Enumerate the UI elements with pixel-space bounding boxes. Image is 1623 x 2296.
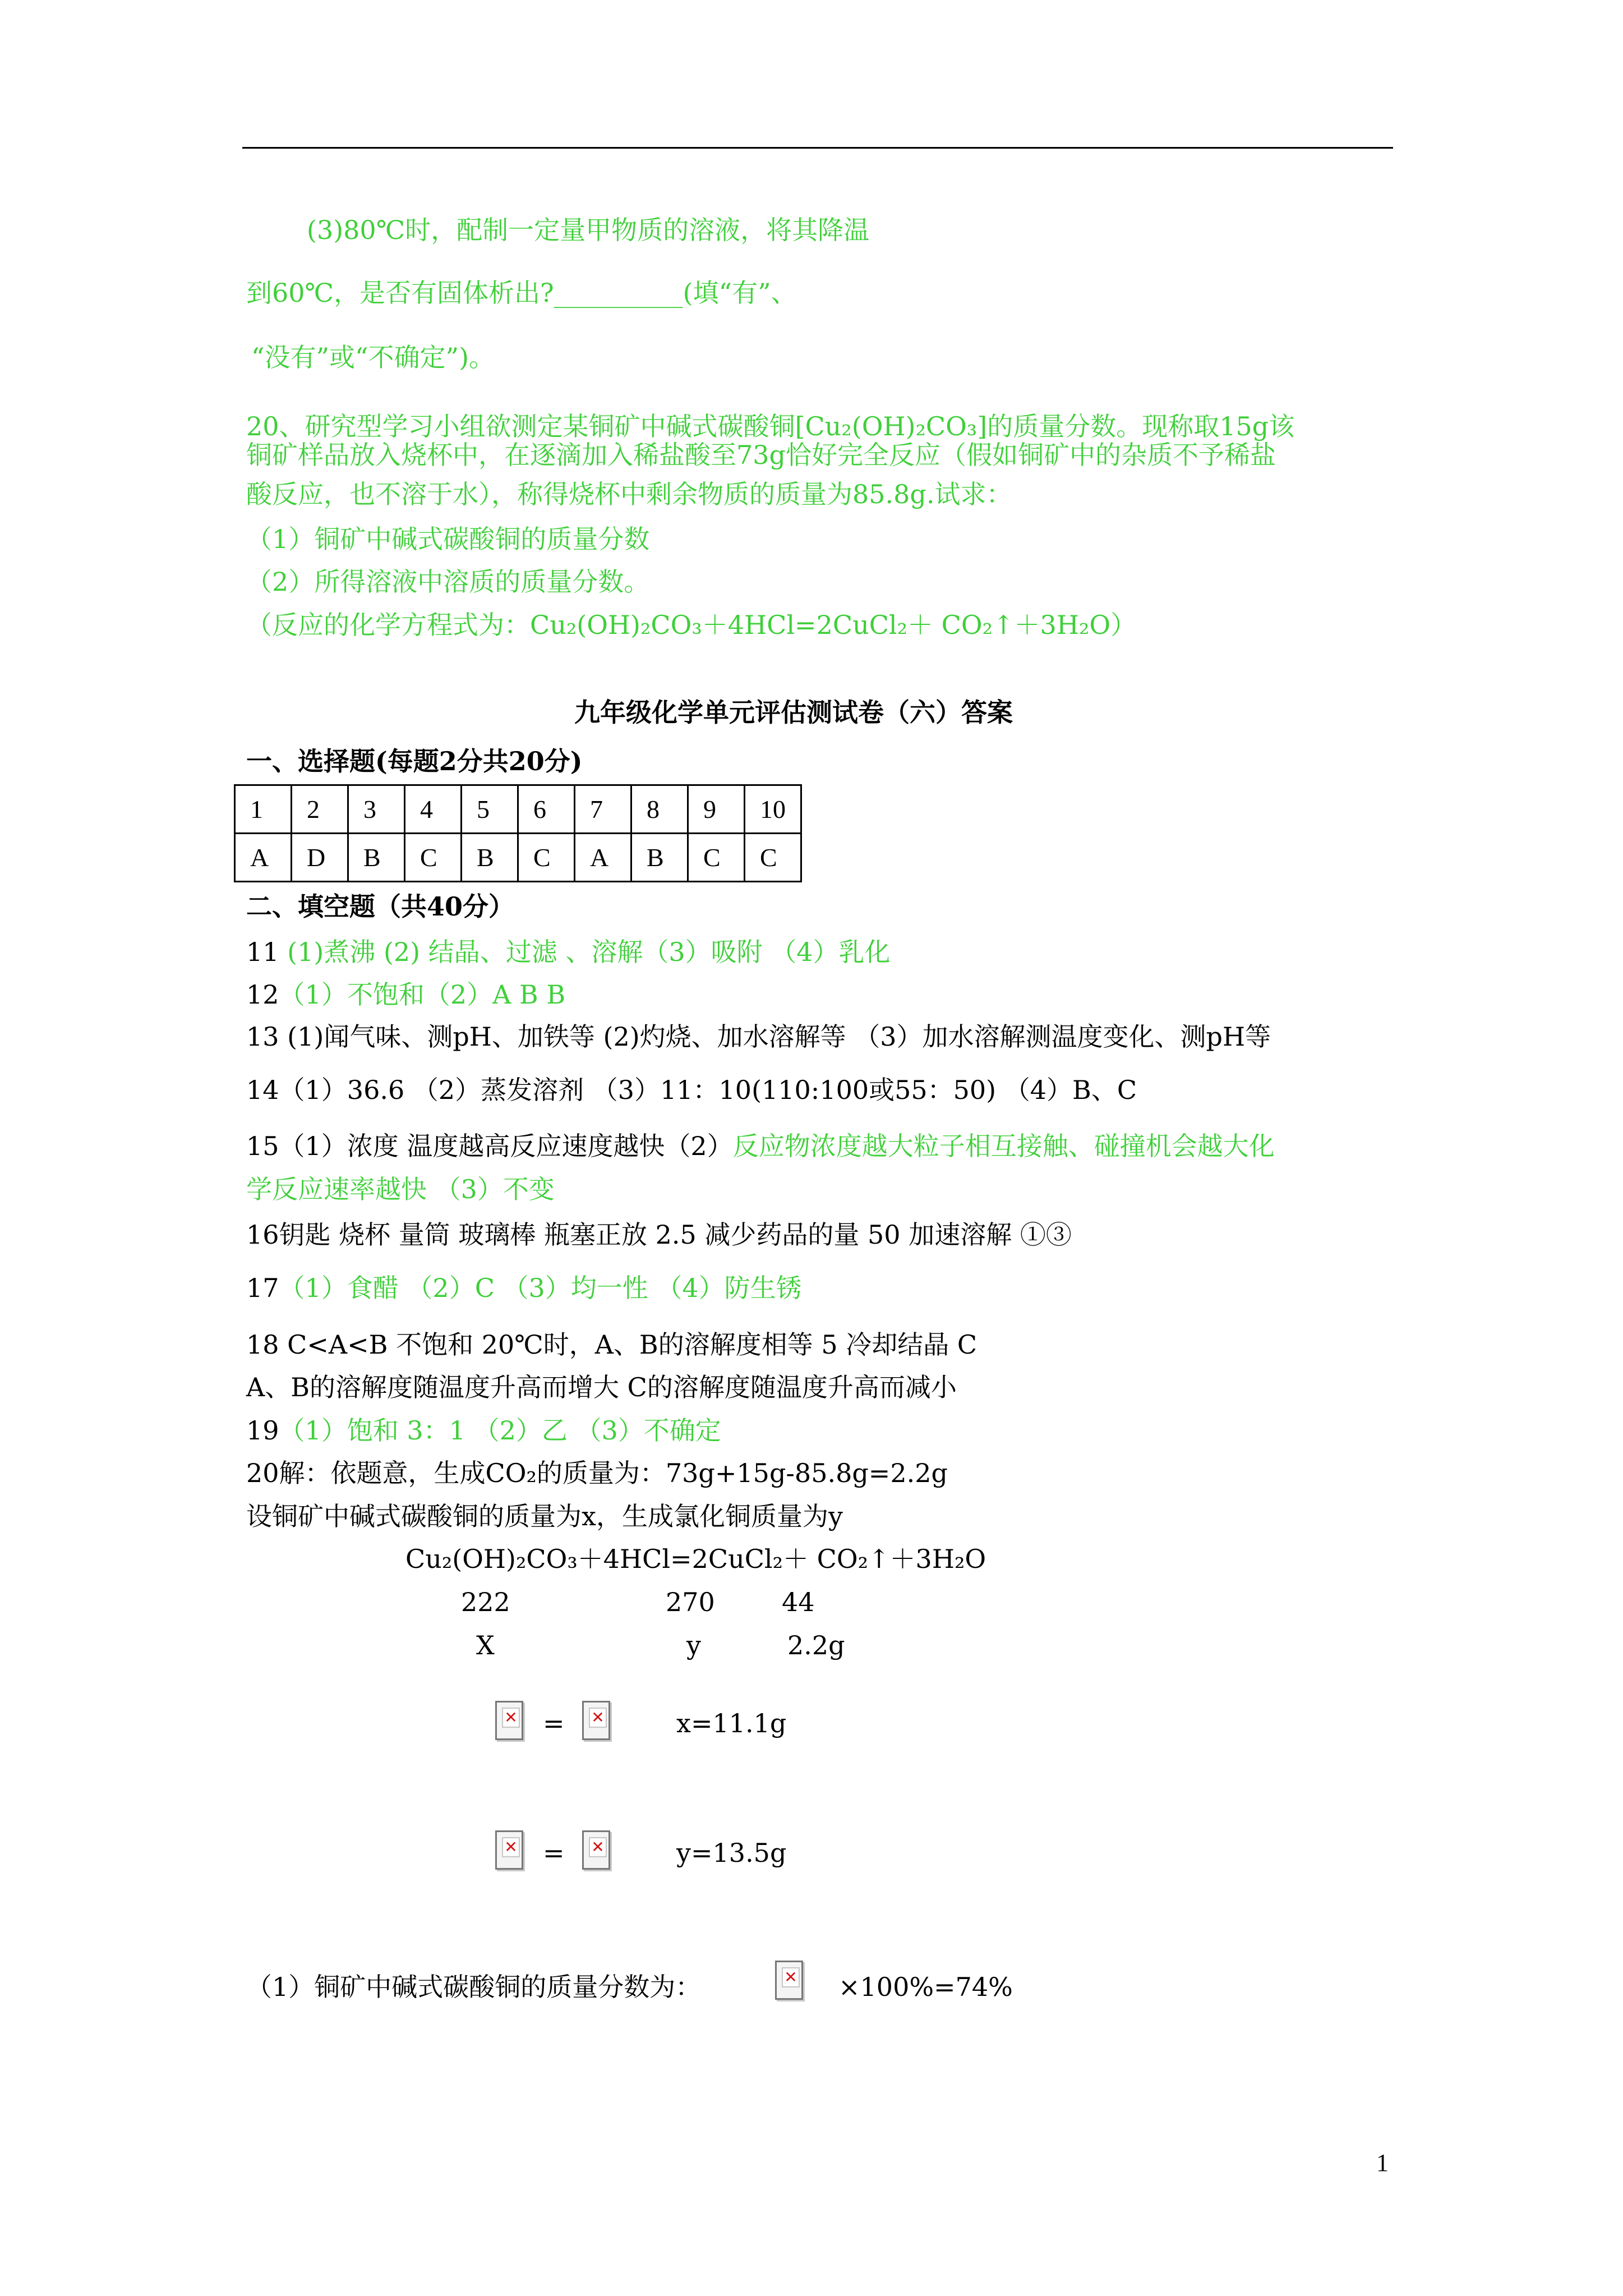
q20-line1: 20、研究型学习小组欲测定某铜矿中碱式碳酸铜[Cu₂(OH)₂CO₃]的质量分数。现称取15g该: [246, 411, 1295, 441]
answer-20-part1-label: （1）铜矿中碱式碳酸铜的质量分数为：: [246, 1972, 702, 2002]
answer-19-number: 19: [246, 1415, 279, 1446]
molar-mass-222: 222: [461, 1587, 510, 1617]
variable-2-2g: 2.2g: [787, 1630, 845, 1660]
section1-heading: 一、选择题(每题2分共20分): [246, 746, 583, 776]
question-number-cell: 2: [292, 785, 348, 834]
question-number-cell: 9: [688, 785, 745, 834]
answer-12-number: 12: [246, 979, 279, 1010]
answer-11-number: 11: [246, 937, 288, 967]
result-x: x=11.1g: [676, 1708, 787, 1738]
missing-formula-image-icon: [582, 1701, 610, 1740]
answer-cell: A: [575, 834, 631, 882]
missing-formula-image-icon: [495, 1701, 523, 1740]
answer-15-part1: 15（1）浓度 温度越高反应速度越快（2）: [246, 1131, 733, 1161]
q20-line2: 铜矿样品放入烧杯中，在逐滴加入稀盐酸至73g恰好完全反应（假如铜矿中的杂质不予稀盐: [246, 440, 1276, 470]
question-number-cell: 1: [235, 785, 292, 834]
answer-15-part2: 反应物浓度越大粒子相互接触、碰撞机会越大化: [732, 1131, 1275, 1161]
question-number-cell: 10: [745, 785, 801, 834]
answer-15-line1: [246, 1129, 1275, 1163]
answer-20-part1-result: ×100%=74%: [838, 1972, 1013, 2002]
answer-19: [246, 1414, 721, 1447]
answer-13: 13 (1)闻气味、测pH、加铁等 (2)灼烧、加水溶解等 （3）加水溶解测温度变化、测pH等: [246, 1022, 1271, 1052]
section2-heading: 二、填空题（共40分）: [246, 891, 515, 922]
header-rule: [242, 147, 1393, 149]
missing-formula-image-icon: [495, 1830, 523, 1870]
answer-17-number: 17: [246, 1273, 279, 1303]
answer-18-line2: A、B的溶解度随温度升高而增大 C的溶解度随温度升高而减小: [246, 1372, 957, 1402]
answer-18-line1: 18 C<A<B 不饱和 20℃时，A、B的溶解度相等 5 冷却结晶 C: [246, 1329, 978, 1360]
answer-table-answers-row: [235, 834, 801, 882]
answer-table-numbers-row: [235, 785, 801, 834]
equals-sign: =: [543, 1838, 565, 1868]
answer-20-line1: 20解：依题意，生成CO₂的质量为：73g+15g-85.8g=2.2g: [246, 1458, 948, 1488]
q20-line4: （1）铜矿中碱式碳酸铜的质量分数: [246, 524, 650, 554]
answer-table: [234, 784, 802, 882]
answer-14: 14（1）36.6 （2）蒸发溶剂 （3）11：10(110:100或55：50) （4）B、C: [246, 1075, 1137, 1105]
answer-12: [246, 978, 565, 1011]
molar-mass-44: 44: [782, 1587, 815, 1617]
q19-part3-line2: 到60℃，是否有固体析出?__________(填“有”、: [246, 278, 797, 308]
question-number-cell: 5: [462, 785, 518, 834]
question-number-cell: 4: [405, 785, 462, 834]
answer-20-equation: Cu₂(OH)₂CO₃＋4HCl=2CuCl₂＋ CO₂↑＋3H₂O: [405, 1544, 986, 1574]
answer-cell: C: [745, 834, 801, 882]
q19-part3-line1: (3)80℃时，配制一定量甲物质的溶液，将其降温: [307, 215, 870, 245]
q20-line3: 酸反应，也不溶于水），称得烧杯中剩余物质的质量为85.8g.试求：: [246, 479, 1012, 509]
answer-cell: B: [631, 834, 688, 882]
result-y: y=13.5g: [676, 1838, 787, 1868]
answer-15-line2: 学反应速率越快 （3）不变: [246, 1174, 555, 1204]
q20-line6: （反应的化学方程式为：Cu₂(OH)₂CO₃＋4HCl=2CuCl₂＋ CO₂↑＋3H₂O）: [246, 610, 1137, 640]
molar-mass-270: 270: [666, 1587, 715, 1617]
answer-17-text: （1）食醋 （2）C （3）均一性 （4）防生锈: [279, 1273, 802, 1303]
missing-formula-image-icon: [582, 1830, 610, 1870]
answer-20-line2: 设铜矿中碱式碳酸铜的质量为x，生成氯化铜质量为y: [246, 1501, 843, 1531]
answer-cell: D: [292, 834, 348, 882]
answer-cell: C: [688, 834, 745, 882]
answer-16: 16钥匙 烧杯 量筒 玻璃棒 瓶塞正放 2.5 减少药品的量 50 加速溶解 ①③: [246, 1220, 1072, 1250]
question-number-cell: 7: [575, 785, 631, 834]
q20-line5: （2）所得溶液中溶质的质量分数。: [246, 567, 650, 597]
q19-part3-line3: “没有”或“不确定”)。: [251, 342, 495, 372]
variable-y: y: [686, 1630, 701, 1660]
answer-cell: A: [235, 834, 292, 882]
missing-formula-image-icon: [775, 1961, 803, 2000]
answer-11-text: (1)煮沸 (2) 结晶、过滤 、溶解（3）吸附 （4）乳化: [287, 937, 891, 967]
answer-cell: B: [348, 834, 405, 882]
page-number: 1: [1376, 2149, 1389, 2177]
answer-cell: C: [405, 834, 462, 882]
answer-19-text: （1）饱和 3：1 （2）乙 （3）不确定: [279, 1415, 721, 1446]
variable-x: X: [476, 1630, 495, 1660]
answer-cell: B: [462, 834, 518, 882]
question-number-cell: 3: [348, 785, 405, 834]
answer-11: [246, 935, 891, 969]
answer-12-text: （1）不饱和（2）A B B: [279, 979, 566, 1010]
answer-title: 九年级化学单元评估测试卷（六）答案: [574, 697, 1013, 728]
answer-cell: C: [518, 834, 575, 882]
question-number-cell: 8: [631, 785, 688, 834]
question-number-cell: 6: [518, 785, 575, 834]
equals-sign: =: [543, 1708, 565, 1738]
answer-17: [246, 1271, 802, 1305]
